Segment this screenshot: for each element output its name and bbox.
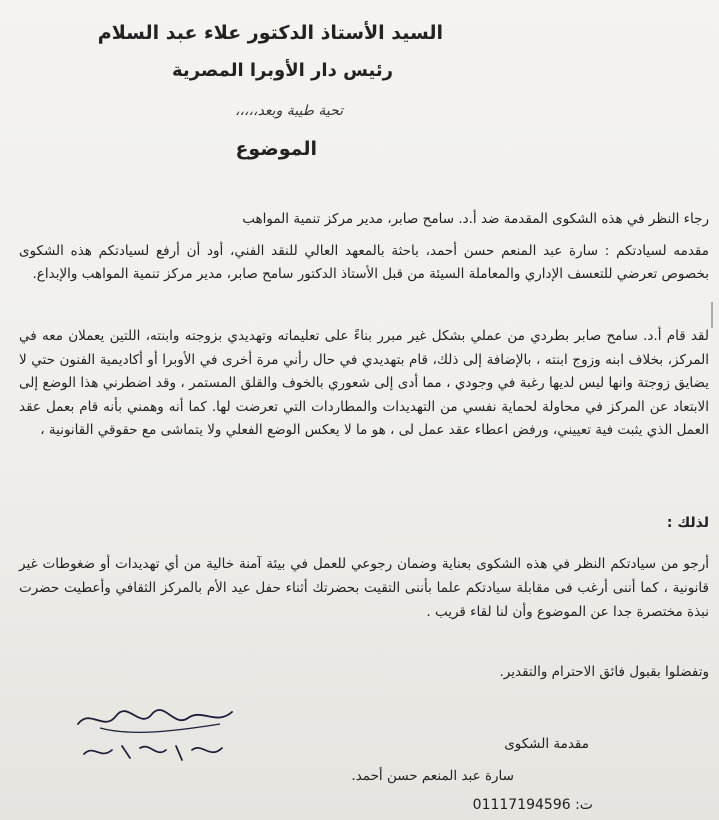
greeting: تحية طيبة وبعد،،،،،: [234, 103, 343, 119]
therefore-label: [19, 515, 709, 531]
closing-line: [19, 662, 709, 682]
main-paragraph-text: لقد قام أ.د. سامح صابر بطردي من عملي بشكل غير مبرر بناءً على تعليماته وتهديدي بزوجته وابنته، اللتين يعملان معه في المركز، بخلاف ابنه وزوج ابنته ، بالإضافة إلى ذلك، قام بتهديدي في حال رأني مرة أخرى في الأوبرا أو أكاديمية الفنون حتي لا يضايق زوجتة وانها ليس لديها رغبة في وجودي ، مما أدى إلى شعوري بالخوف والقلق المستمر ، وقد اضطرني هذا الوضع إلى الابتعاد عن المركز في محاولة لحماية نفسي من التهديدات والمطاردات التي تعرضت لها. كما أنه وهمني بأنه قام بعمل عقد العمل الذي يثبت فية تعييني، ورفض اعطاء عقد عمل لى ، هو ما لا يعكس الوضع الفعلي ولا يتماشى مع حقوقي القانونية ،: [19, 328, 709, 438]
phone-row: [473, 797, 593, 813]
main-paragraph: [19, 325, 709, 443]
subject-heading: الموضوع: [235, 138, 317, 160]
addressee-name: السيد الأستاذ الدكتور علاء عبد السلام: [97, 22, 443, 44]
handwritten-signature: [70, 702, 240, 772]
intro-paragraph-text: مقدمه لسيادتكم : سارة عبد المنعم حسن أحمد، باحثة بالمعهد العالي للنقد الفني، أود أن أرفع لسيادتكم هذه الشكوى بخصوص تعرضي للتعسف الإداري والمعاملة السيئة من قبل الأستاذ الدكتور سامح صابر، مدير مركز تنمية المواهب والإبداع.: [19, 243, 709, 282]
phone-number: 01117194596: [472, 797, 571, 813]
signer-name: سارة عبد المنعم حسن أحمد.: [351, 768, 514, 784]
phone-prefix: ت:: [575, 797, 593, 813]
addressee-title: رئيس دار الأوبرا المصرية: [172, 60, 393, 81]
intro-paragraph: [19, 240, 709, 286]
request-line-text: رجاء النظر في هذه الشكوى المقدمة ضد أ.د. سامح صابر، مدير مركز تنمية المواهب: [242, 211, 709, 227]
request-line: [19, 209, 709, 229]
hope-paragraph-text: أرجو من سيادتكم النظر في هذه الشكوى بعناية وضمان رجوعي للعمل في بيئة آمنة خالية من أي تهديدات أو ضغوطات غير قانونية ، كما أننى أرغب فى مقابلة سيادتكم علما بأننى التقيت بحضرتك أثناء حفل عيد الأم بالمركز الثقافي وأعطيت حضرت نبذة مختصرة جدا عن الموضوع وأن لنا لقاء قريب .: [19, 556, 709, 620]
therefore-label-text: لذلك :: [666, 515, 709, 531]
hope-paragraph: [19, 552, 709, 624]
margin-mark: [707, 300, 717, 330]
signature-label: مقدمة الشكوى: [504, 736, 589, 752]
closing-line-text: وتفضلوا بقبول فائق الاحترام والتقدير.: [499, 664, 709, 680]
